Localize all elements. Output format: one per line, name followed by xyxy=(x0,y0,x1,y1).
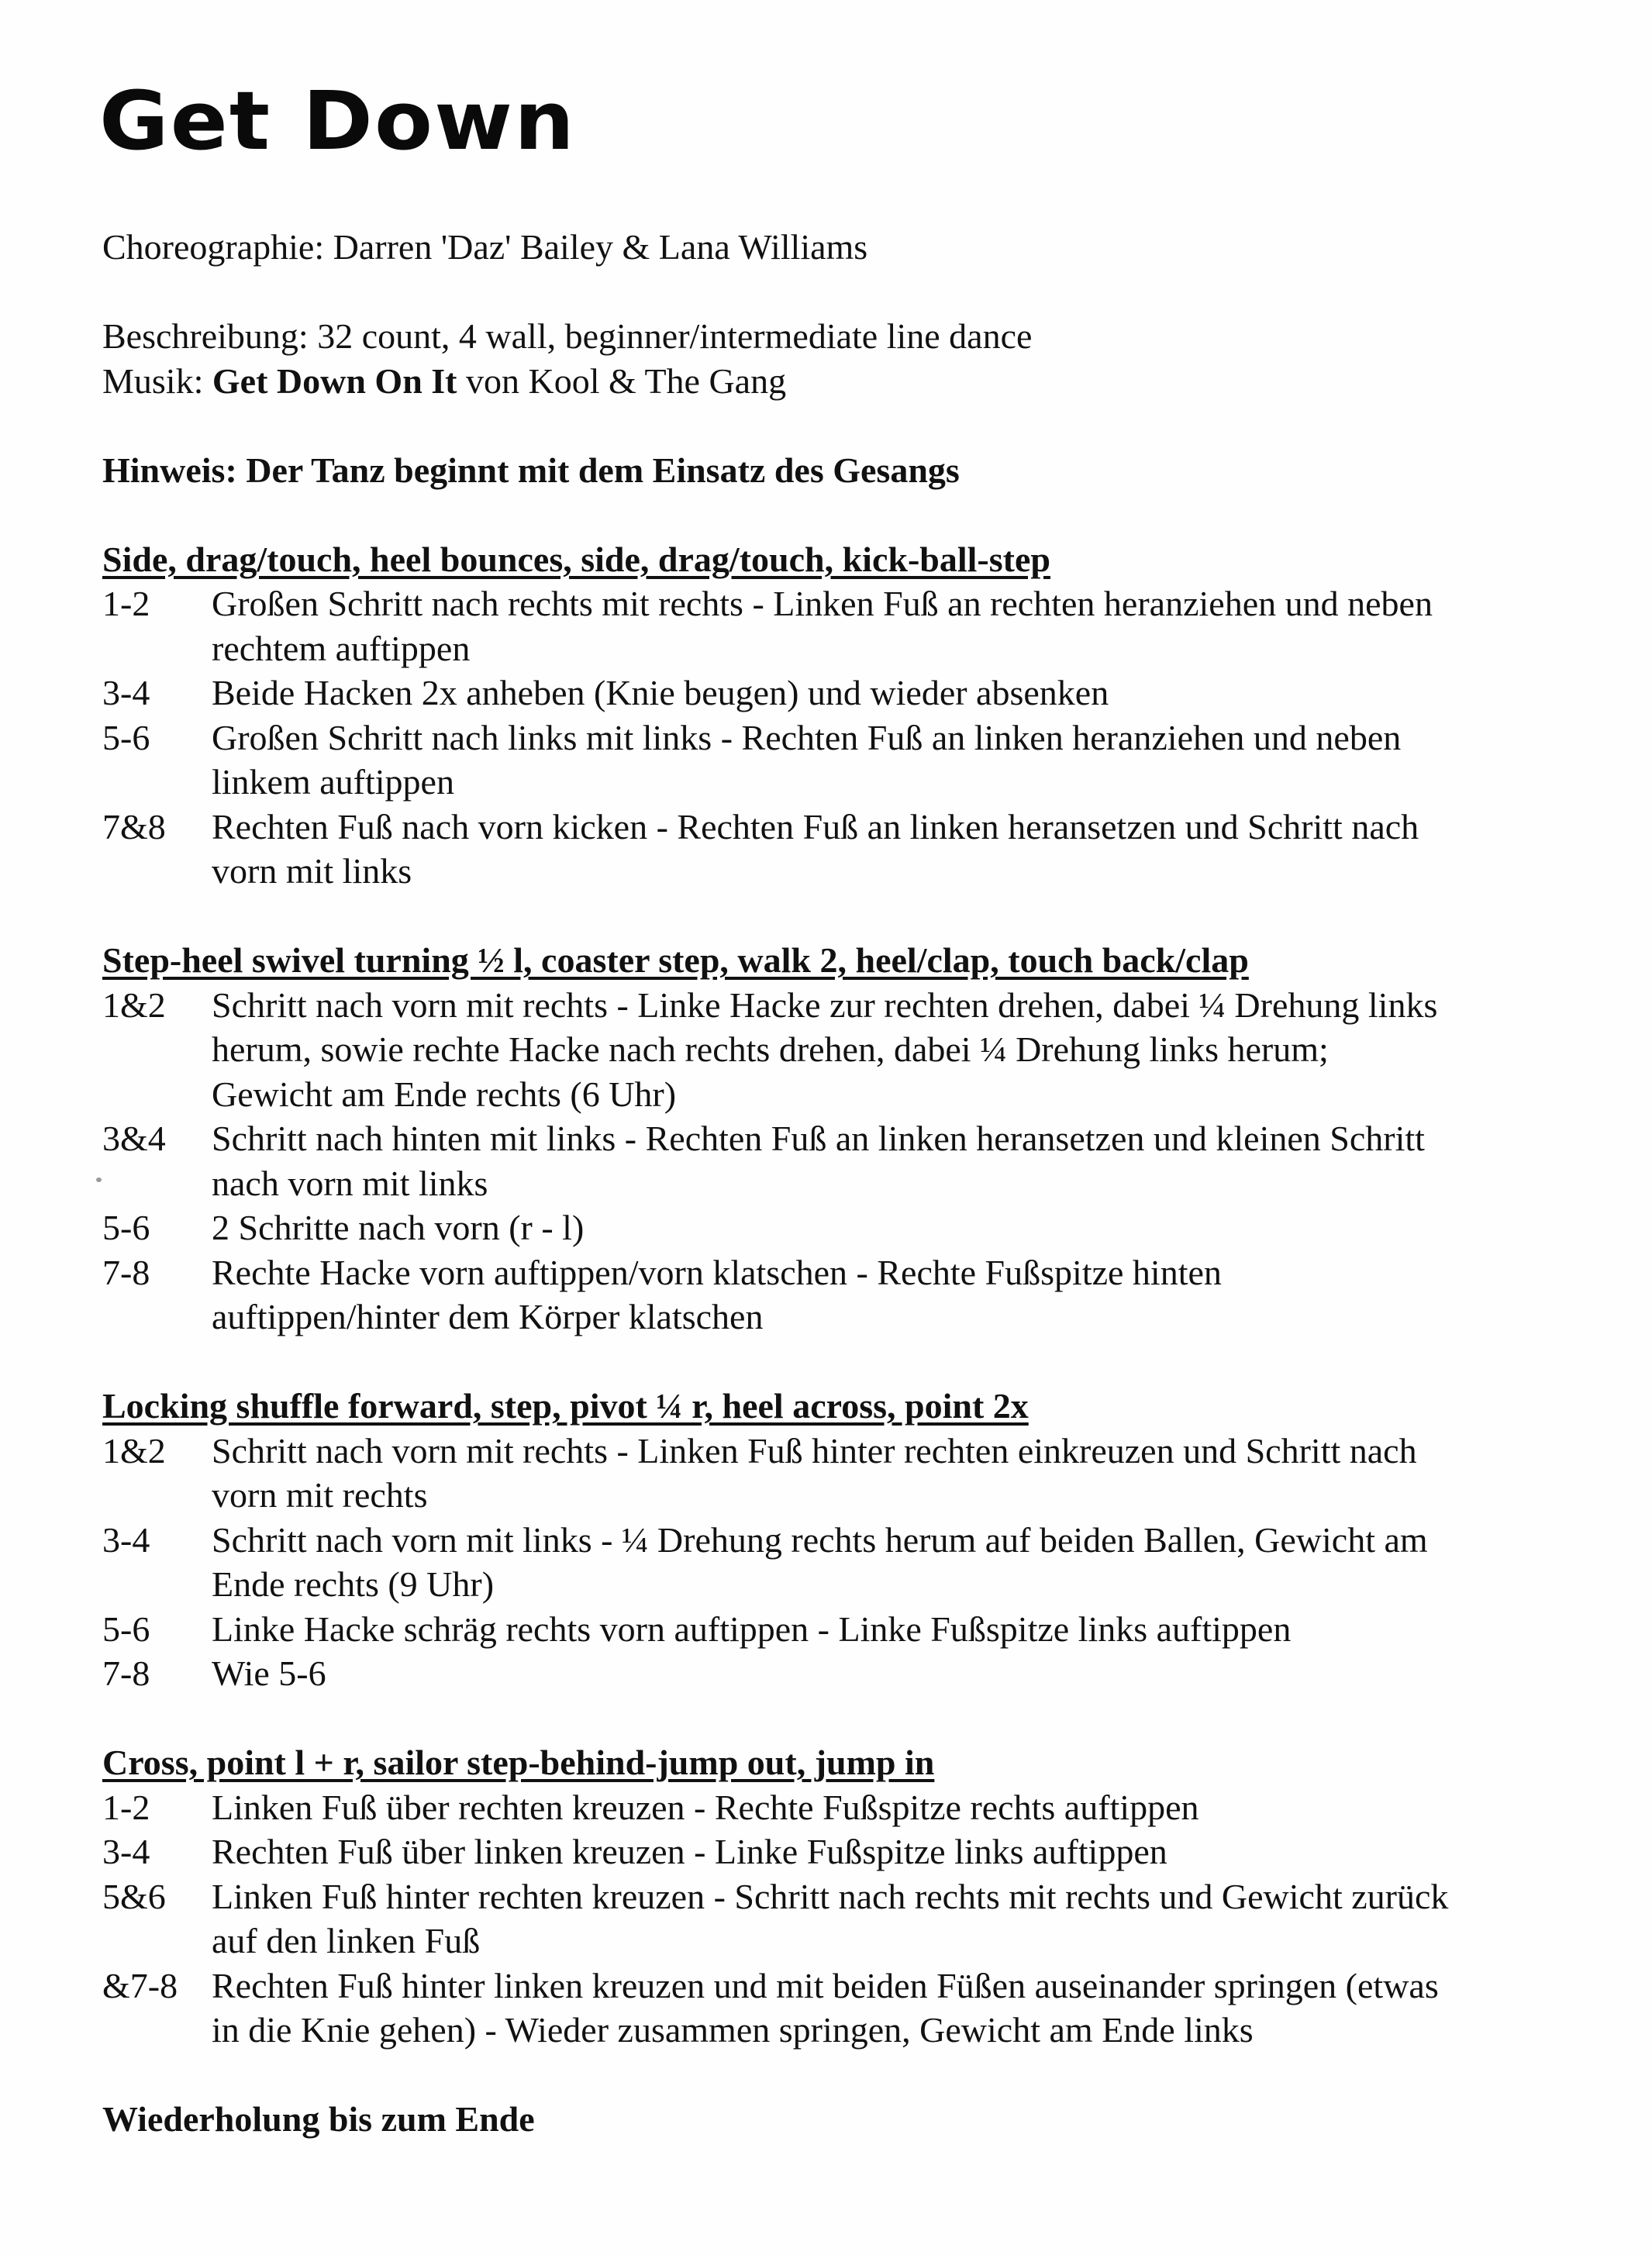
step-description: Großen Schritt nach links mit links - Rechten Fuß an linken heranziehen und neben xyxy=(212,717,1402,757)
step-section xyxy=(102,1740,1575,2097)
step-section xyxy=(102,938,1575,1384)
step-row xyxy=(102,983,1575,1028)
step-description: rechtem auftippen xyxy=(212,628,471,668)
music-title: Get Down On It xyxy=(212,360,457,401)
step-row xyxy=(102,581,1575,626)
step-count: 3-4 xyxy=(102,673,150,712)
step-row xyxy=(102,1607,1575,1652)
step-row-continuation xyxy=(102,1161,1575,1206)
note-line: Hinweis: Der Tanz beginnt mit dem Einsatz des Gesangs xyxy=(102,450,960,490)
step-row xyxy=(102,1785,1575,1830)
step-description: Rechten Fuß über linken kreuzen - Linke Fußspitze links auftippen xyxy=(212,1832,1167,1871)
step-description: auf den linken Fuß xyxy=(212,1921,481,1960)
step-count: 3-4 xyxy=(102,1832,150,1871)
step-description: Großen Schritt nach rechts mit rechts - Linken Fuß an rechten heranziehen und neben xyxy=(212,584,1433,623)
step-row-continuation xyxy=(102,626,1575,671)
step-row-continuation xyxy=(102,1473,1575,1518)
step-description: Schritt nach vorn mit rechts - Linken Fuß hinter rechten einkreuzen und Schritt nach xyxy=(212,1430,1417,1471)
step-description: Schritt nach hinten mit links - Rechten Fuß an linken heransetzen und kleinen Schritt xyxy=(212,1119,1425,1158)
step-description: vorn mit rechts xyxy=(212,1475,428,1515)
music-line xyxy=(102,359,1575,404)
step-row xyxy=(102,715,1575,760)
step-description: Linken Fuß hinter rechten kreuzen - Schritt nach rechts mit rechts und Gewicht zurück xyxy=(212,1876,1449,1916)
step-count: 5-6 xyxy=(102,717,150,757)
step-count: 1&2 xyxy=(102,1430,166,1471)
step-row xyxy=(102,1964,1575,2008)
step-description: herum, sowie rechte Hacke nach rechts drehen, dabei ¼ Drehung links herum; xyxy=(212,1029,1329,1069)
step-count: 5-6 xyxy=(102,1608,150,1649)
step-row xyxy=(102,1429,1575,1474)
step-description: Rechten Fuß nach vorn kicken - Rechten Fuß an linken heransetzen und Schritt nach xyxy=(212,806,1419,846)
step-description: Rechten Fuß hinter linken kreuzen und mit beiden Füßen auseinander springen (etwas xyxy=(212,1965,1439,2005)
step-count: 5-6 xyxy=(102,1208,150,1247)
step-sections xyxy=(102,537,1575,2098)
step-description: Linke Hacke schräg rechts vorn auftippen - Linke Fußspitze links auftippen xyxy=(212,1608,1292,1649)
step-count: &7-8 xyxy=(102,1965,178,2005)
step-description: linkem auftippen xyxy=(212,762,454,802)
step-row xyxy=(102,1250,1575,1295)
step-description: Ende rechts (9 Uhr) xyxy=(212,1564,495,1604)
dance-title: Get Down xyxy=(99,74,577,168)
step-section xyxy=(102,1384,1575,1740)
step-description: auftippen/hinter dem Körper klatschen xyxy=(212,1297,764,1336)
footer-line: Wiederholung bis zum Ende xyxy=(102,2099,535,2139)
step-row xyxy=(102,1829,1575,1874)
step-row-continuation xyxy=(102,1919,1575,1964)
step-description: Gewicht am Ende rechts (6 Uhr) xyxy=(212,1074,677,1114)
step-row-continuation xyxy=(102,2008,1575,2053)
step-count: 1-2 xyxy=(102,1787,150,1827)
description-line: Beschreibung: 32 count, 4 wall, beginner/intermediate line dance xyxy=(102,316,1033,356)
step-row-continuation xyxy=(102,1072,1575,1117)
step-row-continuation xyxy=(102,1562,1575,1607)
step-description: nach vorn mit links xyxy=(212,1163,488,1203)
step-row-continuation xyxy=(102,760,1575,805)
step-row-continuation xyxy=(102,1027,1575,1072)
section-heading: Step-heel swivel turning ½ l, coaster step, walk 2, heel/clap, touch back/clap xyxy=(102,940,1249,980)
step-row-continuation xyxy=(102,849,1575,894)
music-label: Musik: xyxy=(102,360,212,401)
step-count: 7-8 xyxy=(102,1653,150,1693)
step-description: in die Knie gehen) - Wieder zusammen springen, Gewicht am Ende links xyxy=(212,2010,1254,2050)
step-description: Wie 5-6 xyxy=(212,1653,326,1693)
document-body xyxy=(102,225,1575,2142)
step-count: 1-2 xyxy=(102,584,150,623)
step-description: Schritt nach vorn mit links - ¼ Drehung rechts herum auf beiden Ballen, Gewicht am xyxy=(212,1519,1428,1560)
step-row xyxy=(102,1116,1575,1161)
step-count: 7-8 xyxy=(102,1252,150,1292)
step-description: Rechte Hacke vorn auftippen/vorn klatschen - Rechte Fußspitze hinten xyxy=(212,1252,1222,1292)
step-description: vorn mit links xyxy=(212,851,412,891)
step-row xyxy=(102,805,1575,850)
step-count: 3-4 xyxy=(102,1519,150,1560)
step-row xyxy=(102,1874,1575,1919)
step-description: Linken Fuß über rechten kreuzen - Rechte Fußspitze rechts auftippen xyxy=(212,1787,1199,1827)
section-heading: Locking shuffle forward, step, pivot ¼ r, heel across, point 2x xyxy=(102,1386,1029,1426)
step-description: Beide Hacken 2x anheben (Knie beugen) und wieder absenken xyxy=(212,673,1109,712)
step-row-continuation xyxy=(102,1295,1575,1340)
step-count: 1&2 xyxy=(102,984,166,1025)
section-heading: Side, drag/touch, heel bounces, side, drag/touch, kick-ball-step xyxy=(102,539,1050,579)
step-count: 3&4 xyxy=(102,1119,166,1158)
step-row xyxy=(102,1651,1575,1696)
step-row xyxy=(102,1518,1575,1563)
step-row xyxy=(102,671,1575,715)
step-row xyxy=(102,1205,1575,1250)
step-section xyxy=(102,537,1575,939)
section-heading: Cross, point l + r, sailor step-behind-jump out, jump in xyxy=(102,1743,935,1782)
music-artist: von Kool & The Gang xyxy=(457,360,787,401)
choreography-line: Choreographie: Darren 'Daz' Bailey & Lana Williams xyxy=(102,227,868,267)
step-description: 2 Schritte nach vorn (r - l) xyxy=(212,1208,585,1247)
step-count: 5&6 xyxy=(102,1876,166,1916)
step-description: Schritt nach vorn mit rechts - Linke Hacke zur rechten drehen, dabei ¼ Drehung links xyxy=(212,984,1438,1025)
step-count: 7&8 xyxy=(102,806,166,846)
scan-speck xyxy=(96,1177,102,1182)
